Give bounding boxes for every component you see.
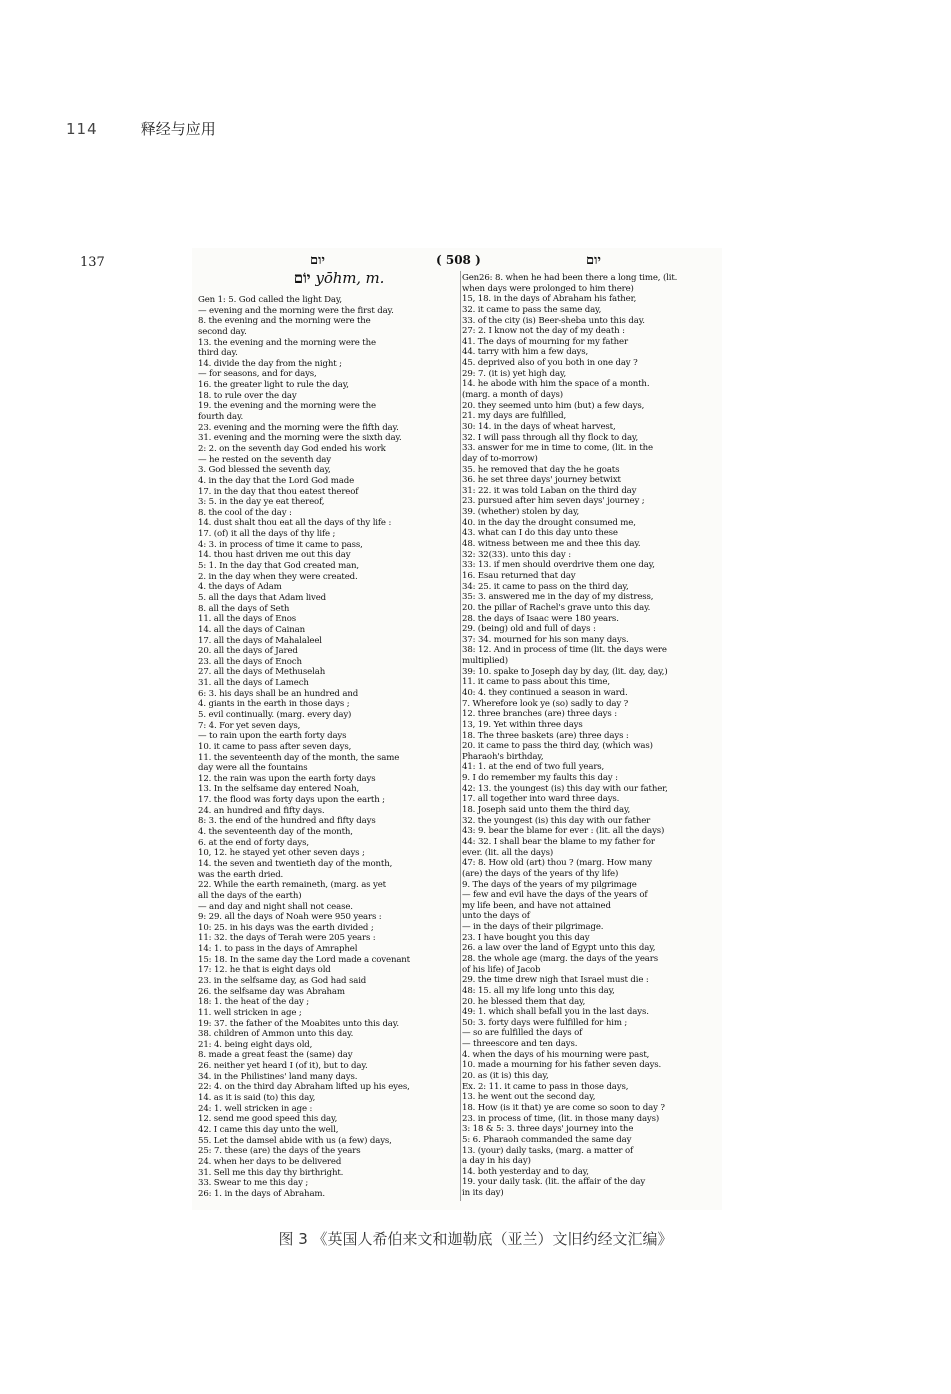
concordance-line: 17. the flood was forty days upon the earth ; xyxy=(198,795,385,806)
concordance-line: 20. the pillar of Rachel's grave unto this day. xyxy=(462,602,651,613)
concordance-line: 14. he abode with him the space of a month. xyxy=(462,379,650,390)
concordance-line: my life been, and have not attained xyxy=(462,900,611,911)
concordance-line: 15, 18. in the days of Abraham his father, xyxy=(462,294,637,305)
concordance-line: 19: 37. the father of the Moabites unto this day. xyxy=(198,1018,399,1029)
concordance-line: 26: 1. in the days of Abraham. xyxy=(198,1188,325,1199)
concordance-line: Gen 1: 5. God called the light Day, xyxy=(198,295,342,305)
concordance-line: 13, 19. Yet within three days xyxy=(462,719,583,730)
concordance-line: 23. evening and the morning were the fifth day. xyxy=(198,422,399,433)
concordance-line: — and day and night shall not cease. xyxy=(198,901,353,912)
concordance-line: day were all the fountains xyxy=(198,763,308,774)
chapter-title: 释经与应用 xyxy=(140,120,216,138)
concordance-line: 34: 25. it came to pass on the third day, xyxy=(462,581,629,592)
concordance-line: was the earth dried. xyxy=(198,869,284,880)
entry-title xyxy=(218,269,460,293)
concordance-line: 8. made a great feast the (same) day xyxy=(198,1050,353,1061)
header-page-number: ( 508 ) xyxy=(436,253,481,267)
concordance-line: — evening and the morning were the first day. xyxy=(198,305,394,316)
concordance-line: 28. the whole age (marg. the days of the years xyxy=(462,954,658,964)
concordance-line: 37: 34. mourned for his son many days. xyxy=(462,634,629,645)
concordance-line: — he rested on the seventh day xyxy=(198,454,331,465)
concordance-line: 20. it came to pass the third day, (which was) xyxy=(462,741,653,752)
concordance-line: 15: 18. In the same day the Lord made a covenant xyxy=(198,954,410,965)
concordance-line: Ex. 2: 11. it came to pass in those days, xyxy=(462,1081,629,1092)
concordance-line: 34. in the Philistines' land many days. xyxy=(198,1071,358,1082)
concordance-line: 18. Joseph said unto them the third day, xyxy=(462,805,631,816)
header-hebrew-right: יום xyxy=(586,253,601,268)
concordance-line: 17. in the day that thou eatest thereof xyxy=(198,486,359,497)
concordance-line: 10, 12. he stayed yet other seven days ; xyxy=(198,848,365,859)
concordance-line: in its day) xyxy=(462,1188,504,1199)
concordance-line: 20. all the days of Jared xyxy=(198,646,298,657)
concordance-line: 18. How (is it that) ye are come so soon to day ? xyxy=(462,1102,665,1113)
concordance-line: 48. witness between me and thee this day. xyxy=(462,539,641,550)
concordance-line: 23. in the selfsame day, as God had said xyxy=(198,976,367,986)
concordance-line: unto the days of xyxy=(462,911,530,922)
running-head xyxy=(66,118,216,139)
concordance-line: 13. he went out the second day, xyxy=(462,1092,596,1103)
concordance-line: 4: 3. in process of time it came to pass, xyxy=(198,539,363,550)
concordance-line: 45. deprived also of you both in one day ? xyxy=(462,358,638,369)
concordance-line: 33. answer for me in time to come, (lit. in the xyxy=(462,443,653,454)
concordance-line: 42: 13. the youngest (is) this day with our father, xyxy=(462,783,668,794)
concordance-line: 18. to rule over the day xyxy=(198,390,297,401)
concordance-line: 29: 7. (it is) yet high day, xyxy=(462,368,567,379)
concordance-line: 14. both yesterday and to day, xyxy=(462,1166,589,1177)
concordance-line: 18. The three baskets (are) three days : xyxy=(462,730,629,741)
concordance-line: — in the days of their pilgrimage. xyxy=(462,922,604,933)
concordance-line: 24: 1. well stricken in age : xyxy=(198,1103,313,1114)
concordance-line: 12. send me good speed this day, xyxy=(198,1114,338,1125)
concordance-line: 21. my days are fulfilled, xyxy=(462,411,567,422)
concordance-line: Pharaoh's birthday, xyxy=(462,751,544,762)
concordance-line: 10. made a mourning for his father seven days. xyxy=(462,1060,662,1071)
concordance-line: 26. neither yet heard I (of it), but to day. xyxy=(198,1061,368,1072)
concordance-line: 32: 32(33). unto this day : xyxy=(462,549,571,560)
concordance-line: day of to-morrow) xyxy=(462,453,538,464)
concordance-line: 55. Let the damsel abide with us (a few) days, xyxy=(198,1135,392,1146)
concordance-line: 27. all the days of Methuselah xyxy=(198,667,326,678)
concordance-line: 12. three branches (are) three days : xyxy=(462,709,617,720)
concordance-line: 20. as (it is) this day, xyxy=(462,1071,549,1082)
concordance-line: 9. The days of the years of my pilgrimage xyxy=(462,879,637,890)
concordance-line: 33. of the city (is) Beer-sheba unto this day. xyxy=(462,315,645,326)
header-hebrew-left: יום xyxy=(310,253,325,268)
concordance-line: 33: 13. if men should overdrive them one day, xyxy=(462,560,655,571)
concordance-line: 17. (of) it all the days of thy life ; xyxy=(198,529,336,540)
scanned-concordance-page xyxy=(192,248,722,1210)
concordance-line: 19. the evening and the morning were the xyxy=(198,401,376,412)
concordance-line: ever. (lit. all the days) xyxy=(462,847,554,858)
concordance-line: when days were prolonged to him there) xyxy=(462,283,634,294)
concordance-line: 28. the days of Isaac were 180 years. xyxy=(462,613,619,624)
concordance-line: 10: 25. in his days was the earth divided ; xyxy=(198,922,374,933)
concordance-line: 23. I have bought you this day xyxy=(462,932,590,943)
concordance-line: 20. he blessed them that day, xyxy=(462,996,586,1007)
concordance-line: 43. what can I do this day unto these xyxy=(462,528,618,539)
concordance-line: 47: 8. How old (art) thou ? (marg. How many xyxy=(462,858,652,869)
page-number: 114 xyxy=(66,120,98,138)
concordance-line: — threescore and ten days. xyxy=(462,1039,578,1050)
concordance-line: 11. it came to pass about this time, xyxy=(462,677,610,688)
concordance-line: 4. when the days of his mourning were past, xyxy=(462,1049,650,1060)
concordance-line: 3: 5. in the day ye eat thereof, xyxy=(198,497,325,508)
concordance-line: 2. in the day when they were created. xyxy=(198,571,358,582)
concordance-line: 42. I came this day unto the well, xyxy=(198,1124,339,1135)
scan-header xyxy=(192,248,722,272)
concordance-line: multiplied) xyxy=(462,656,508,667)
concordance-line: 39. (whether) stolen by day, xyxy=(462,507,580,518)
concordance-line: 39: 10. spake to Joseph day by day, (lit. day, day,) xyxy=(462,666,668,677)
concordance-line: 11. well stricken in age ; xyxy=(198,1007,302,1018)
concordance-line: 35: 3. answered me in the day of my distress, xyxy=(462,592,654,603)
concordance-line: (are) the days of the years of thy life) xyxy=(462,868,619,879)
concordance-line: 26. the selfsame day was Abraham xyxy=(198,986,345,997)
concordance-line: 17. all the days of Mahalaleel xyxy=(198,635,322,646)
concordance-line: 36. he set three days' journey betwixt xyxy=(462,475,621,486)
concordance-line: 31: 22. it was told Laban on the third day xyxy=(462,485,637,496)
concordance-line: 19. your daily task. (lit. the affair of the day xyxy=(462,1177,646,1188)
concordance-line: 9. I do remember my faults this day : xyxy=(462,773,618,784)
concordance-line: 49: 1. which shall befall you in the last days. xyxy=(462,1007,649,1018)
concordance-line: 18: 1. the heat of the day ; xyxy=(198,997,310,1008)
concordance-line: 30: 14. in the days of wheat harvest, xyxy=(462,421,616,432)
concordance-line: of his life) of Jacob xyxy=(462,964,541,975)
concordance-line: second day. xyxy=(198,326,247,337)
concordance-line: 50: 3. forty days were fulfilled for him ; xyxy=(462,1017,628,1028)
concordance-line: 24. an hundred and fifty days. xyxy=(198,805,325,816)
concordance-line: 31. evening and the morning were the sixth day. xyxy=(198,433,402,444)
left-column-lines xyxy=(198,295,460,1199)
concordance-line: 41: 1. at the end of two full years, xyxy=(462,762,605,773)
concordance-line: 14. the seven and twentieth day of the month, xyxy=(198,858,393,869)
concordance-line: third day. xyxy=(198,348,238,359)
concordance-line: 35. he removed that day the he goats xyxy=(462,464,620,475)
concordance-line: 40: 4. they continued a season in ward. xyxy=(462,687,628,698)
concordance-line: 8. the evening and the morning were the xyxy=(198,316,371,327)
concordance-line: 17. all together into ward three days. xyxy=(462,794,620,805)
concordance-line: 31. all the days of Lamech xyxy=(198,678,309,689)
concordance-line: 8: 3. the end of the hundred and fifty days xyxy=(198,816,376,827)
concordance-line: 48: 15. all my life long unto this day, xyxy=(462,985,615,996)
concordance-line: 10. it came to pass after seven days, xyxy=(198,741,352,752)
concordance-line: — few and evil have the days of the years of xyxy=(462,890,648,901)
concordance-line: 14: 1. to pass in the days of Amraphel xyxy=(198,944,358,955)
concordance-line: 22: 4. on the third day Abraham lifted up his eyes, xyxy=(198,1082,410,1093)
concordance-line: — to rain upon the earth forty days xyxy=(198,731,347,742)
concordance-line: 14. all the days of Cainan xyxy=(198,624,306,635)
concordance-line: 11: 32. the days of Terah were 205 years : xyxy=(198,933,376,944)
concordance-line: 2: 2. on the seventh day God ended his work xyxy=(198,443,386,454)
concordance-line: 31. Sell me this day thy birthright. xyxy=(198,1167,344,1178)
concordance-line: 7. Wherefore look ye (so) sadly to day ? xyxy=(462,698,629,709)
concordance-line: 4. the days of Adam xyxy=(198,582,282,593)
concordance-line: 8. all the days of Seth xyxy=(198,603,290,614)
concordance-line: Gen26: 8. when he had been there a long time, (lit. xyxy=(462,273,678,283)
concordance-line: 12. the rain was upon the earth forty days xyxy=(198,773,376,784)
concordance-line: 5. all the days that Adam lived xyxy=(198,592,327,603)
concordance-line: 33. Swear to me this day ; xyxy=(198,1178,309,1189)
concordance-line: 8. the cool of the day : xyxy=(198,507,292,518)
concordance-line: 43: 9. bear the blame for ever : (lit. all the days) xyxy=(462,826,665,837)
concordance-line: 4. giants in the earth in those days ; xyxy=(198,699,350,710)
concordance-line: 44. tarry with him a few days, xyxy=(462,347,589,358)
concordance-line: 29. (being) old and full of days : xyxy=(462,624,596,635)
concordance-line: 32. I will pass through all thy flock to day, xyxy=(462,432,639,443)
figure-caption: 图 3 《英国人希伯来文和迦勒底（亚兰）文旧约经文汇编》 xyxy=(278,1230,673,1248)
concordance-line: 44: 32. I shall bear the blame to my father for xyxy=(462,836,655,847)
concordance-line: 9: 29. all the days of Noah were 950 years : xyxy=(198,912,382,923)
concordance-line: a day in his day) xyxy=(462,1156,531,1167)
concordance-line: 4. the seventeenth day of the month, xyxy=(198,827,353,838)
concordance-line: 3. God blessed the seventh day, xyxy=(198,465,331,476)
concordance-line: 26. a law over the land of Egypt unto this day, xyxy=(462,943,656,954)
concordance-line: 13. (your) daily tasks, (marg. a matter of xyxy=(462,1145,633,1156)
entry-transliteration: yōhm, m. xyxy=(315,269,385,287)
concordance-line: 4. in the day that the Lord God made xyxy=(198,475,355,486)
concordance-line: 20. they seemed unto him (but) a few days, xyxy=(462,400,645,411)
concordance-line: 11. the seventeenth day of the month, the same xyxy=(198,752,400,763)
concordance-line: 14. dust shalt thou eat all the days of thy life : xyxy=(198,518,392,529)
figure-number: 137 xyxy=(80,255,105,270)
concordance-line: 6. at the end of forty days, xyxy=(198,837,309,848)
concordance-line: — for seasons, and for days, xyxy=(198,369,317,380)
concordance-line: 17: 12. he that is eight days old xyxy=(198,965,331,976)
concordance-line: 16. Esau returned that day xyxy=(462,570,576,581)
concordance-line: fourth day. xyxy=(198,412,244,423)
concordance-line: 41. The days of mourning for my father xyxy=(462,336,628,347)
concordance-line: 22. While the earth remaineth, (marg. as yet xyxy=(198,880,386,891)
concordance-line: 27: 2. I know not the day of my death : xyxy=(462,326,625,337)
concordance-line: 40. in the day the drought consumed me, xyxy=(462,517,636,528)
concordance-line: 23. pursued after him seven days' journey ; xyxy=(462,496,645,507)
concordance-line: 38: 12. And in process of time (lit. the days were xyxy=(462,645,667,656)
concordance-line: (marg. a month of days) xyxy=(462,390,564,401)
concordance-line: 23. in process of time, (lit. in those many days) xyxy=(462,1113,660,1124)
concordance-line: 25: 7. these (are) the days of the years xyxy=(198,1146,361,1157)
concordance-line: 24. when her days to be delivered xyxy=(198,1156,342,1167)
concordance-line: 21: 4. being eight days old, xyxy=(198,1039,313,1050)
concordance-line: 6: 3. his days shall be an hundred and xyxy=(198,688,359,699)
concordance-line: 14. divide the day from the night ; xyxy=(198,358,342,369)
concordance-line: 32. it came to pass the same day, xyxy=(462,304,602,315)
concordance-line: 5: 6. Pharaoh commanded the same day xyxy=(462,1134,632,1145)
concordance-line: 3: 18 & 5: 3. three days' journey into the xyxy=(462,1124,634,1135)
concordance-line: 14. as it is said (to) this day, xyxy=(198,1093,316,1104)
concordance-line: all the days of the earth) xyxy=(198,890,302,901)
concordance-line: 29. the time drew nigh that Israel must die : xyxy=(462,975,649,986)
concordance-line: 32. the youngest (is) this day with our father xyxy=(462,815,651,826)
concordance-line: — so are fulfilled the days of xyxy=(462,1028,583,1039)
concordance-line: 5. evil continually. (marg. every day) xyxy=(198,709,352,720)
concordance-line: 13. the evening and the morning were the xyxy=(198,337,376,348)
concordance-line: 14. thou hast driven me out this day xyxy=(198,550,351,561)
concordance-line: 5: 1. In the day that God created man, xyxy=(198,561,360,572)
left-column xyxy=(198,269,460,1199)
concordance-line: 16. the greater light to rule the day, xyxy=(198,380,349,391)
right-column-lines xyxy=(462,273,720,1199)
concordance-line: 13. In the selfsame day entered Noah, xyxy=(198,784,360,795)
right-column xyxy=(462,273,720,1199)
concordance-line: 11. all the days of Enos xyxy=(198,614,297,625)
entry-hebrew: יוֹם xyxy=(293,269,311,287)
concordance-line: 23. all the days of Enoch xyxy=(198,656,302,667)
concordance-line: 38. children of Ammon unto this day. xyxy=(198,1029,354,1040)
concordance-line: 7: 4. For yet seven days, xyxy=(198,720,301,731)
